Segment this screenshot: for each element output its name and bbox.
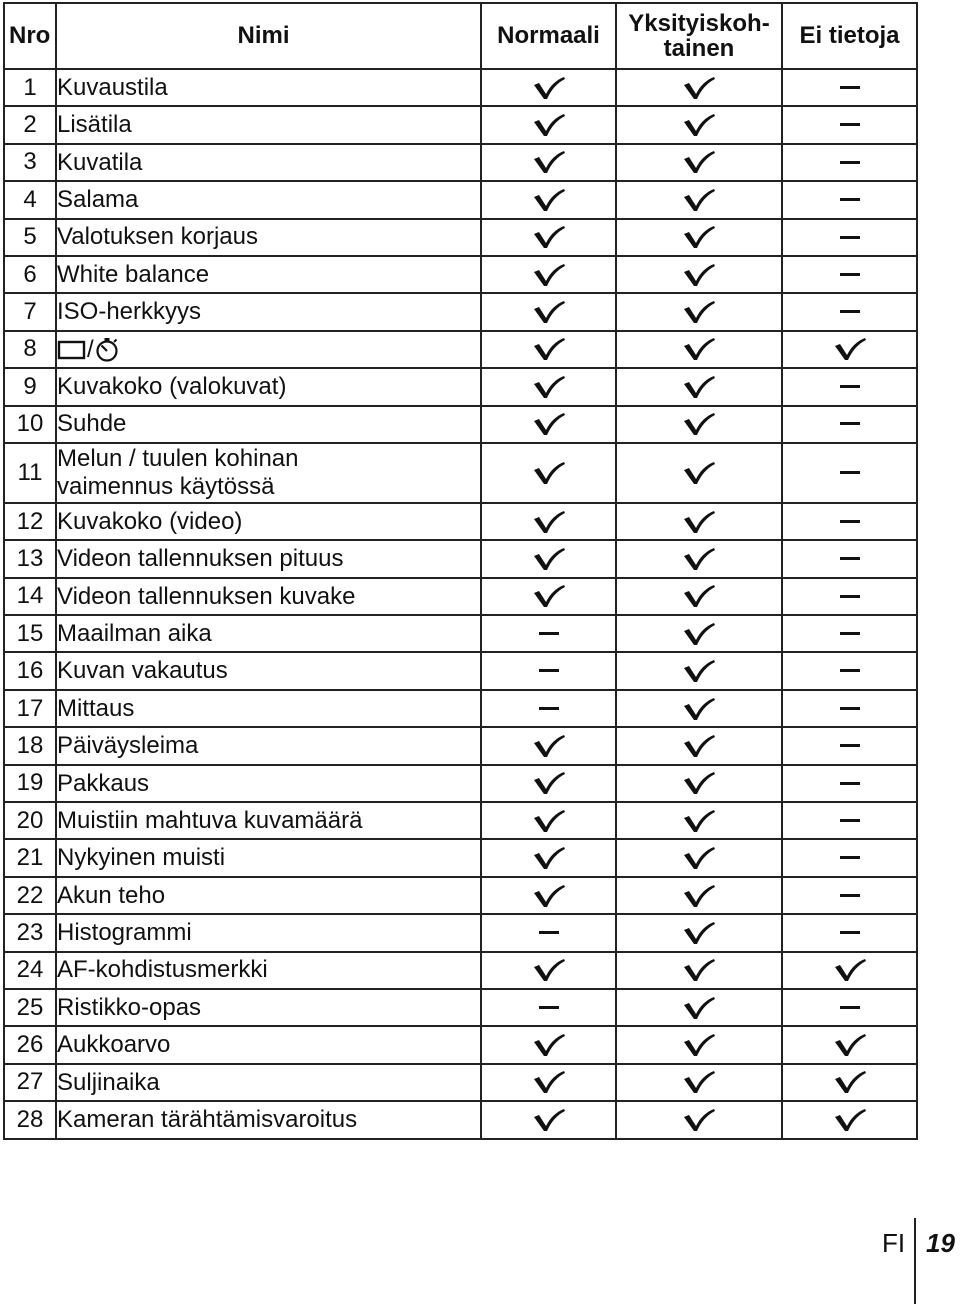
cell-detailed bbox=[616, 331, 782, 368]
footer-divider bbox=[914, 1218, 916, 1304]
row-name-label: Muistiin mahtuva kuvamäärä bbox=[57, 806, 363, 834]
dash-mark bbox=[840, 198, 860, 201]
table-row bbox=[4, 219, 917, 256]
cell-normal bbox=[481, 406, 616, 443]
table-row bbox=[4, 877, 917, 914]
row-name-label: Suhde bbox=[57, 410, 127, 438]
cell-detailed bbox=[616, 877, 782, 914]
dash-mark bbox=[840, 931, 860, 934]
cell-no-info bbox=[782, 690, 917, 727]
cell-detailed bbox=[616, 1101, 782, 1138]
table-row bbox=[4, 839, 917, 876]
cell-nro: 12 bbox=[4, 503, 56, 540]
check-mark-icon bbox=[833, 958, 867, 982]
cell-detailed bbox=[616, 293, 782, 330]
cell-no-info bbox=[782, 802, 917, 839]
cell-nro: 8 bbox=[4, 331, 56, 368]
table-row bbox=[4, 443, 917, 503]
cell-normal bbox=[481, 540, 616, 577]
cell-name bbox=[56, 256, 481, 293]
table-row bbox=[4, 690, 917, 727]
cell-name bbox=[56, 331, 481, 368]
check-mark-icon bbox=[532, 1033, 566, 1057]
table-row bbox=[4, 578, 917, 615]
cell-normal bbox=[481, 181, 616, 218]
cell-detailed bbox=[616, 1064, 782, 1101]
cell-no-info bbox=[782, 652, 917, 689]
cell-name bbox=[56, 1026, 481, 1063]
cell-detailed bbox=[616, 914, 782, 951]
check-mark-icon bbox=[532, 884, 566, 908]
check-mark-icon bbox=[532, 300, 566, 324]
table-row bbox=[4, 406, 917, 443]
check-mark-icon bbox=[682, 263, 716, 287]
dash-mark bbox=[840, 273, 860, 276]
cell-no-info bbox=[782, 1026, 917, 1063]
check-mark-icon bbox=[532, 547, 566, 571]
table-row bbox=[4, 181, 917, 218]
table-row bbox=[4, 652, 917, 689]
row-name-label: Maailman aika bbox=[57, 619, 212, 647]
check-mark-icon bbox=[833, 1033, 867, 1057]
cell-normal bbox=[481, 914, 616, 951]
cell-nro: 6 bbox=[4, 256, 56, 293]
check-mark-icon bbox=[532, 337, 566, 361]
table-row bbox=[4, 952, 917, 989]
row-name-label: Kameran tärähtämisvaroitus bbox=[57, 1106, 358, 1134]
cell-nro: 3 bbox=[4, 144, 56, 181]
cell-nro: 22 bbox=[4, 877, 56, 914]
check-mark-icon bbox=[682, 76, 716, 100]
check-mark-icon bbox=[682, 1033, 716, 1057]
check-mark-icon bbox=[532, 846, 566, 870]
cell-no-info bbox=[782, 727, 917, 764]
cell-detailed bbox=[616, 989, 782, 1026]
row-name-label: White balance bbox=[57, 260, 210, 288]
cell-name bbox=[56, 652, 481, 689]
dash-mark bbox=[539, 707, 559, 710]
check-mark-icon bbox=[532, 1070, 566, 1094]
cell-name bbox=[56, 540, 481, 577]
row-name-label: Kuvakoko (valokuvat) bbox=[57, 373, 287, 401]
cell-normal bbox=[481, 952, 616, 989]
check-mark-icon bbox=[682, 225, 716, 249]
cell-normal bbox=[481, 368, 616, 405]
cell-normal bbox=[481, 219, 616, 256]
cell-nro: 17 bbox=[4, 690, 56, 727]
check-mark-icon bbox=[532, 734, 566, 758]
row-name-label: Videon tallennuksen kuvake bbox=[57, 582, 356, 610]
table-row bbox=[4, 727, 917, 764]
cell-name bbox=[56, 877, 481, 914]
cell-no-info bbox=[782, 765, 917, 802]
table-row bbox=[4, 1026, 917, 1063]
dash-mark bbox=[539, 1006, 559, 1009]
row-name-label: Salama bbox=[57, 186, 139, 214]
cell-detailed bbox=[616, 368, 782, 405]
row-name-label: Kuvaustila bbox=[57, 73, 168, 101]
check-mark-icon bbox=[532, 150, 566, 174]
dash-mark bbox=[840, 782, 860, 785]
header-row bbox=[4, 3, 917, 69]
cell-detailed bbox=[616, 503, 782, 540]
cell-nro: 9 bbox=[4, 368, 56, 405]
cell-detailed bbox=[616, 690, 782, 727]
row-name-label: Päiväysleima bbox=[57, 732, 199, 760]
cell-name bbox=[56, 952, 481, 989]
cell-normal bbox=[481, 331, 616, 368]
dash-mark bbox=[840, 669, 860, 672]
row-name-label: AF-kohdistusmerkki bbox=[57, 956, 268, 984]
check-mark-icon bbox=[682, 113, 716, 137]
cell-name bbox=[56, 914, 481, 951]
dash-mark bbox=[840, 1006, 860, 1009]
dash-mark bbox=[840, 471, 860, 474]
table-row bbox=[4, 503, 917, 540]
cell-normal bbox=[481, 989, 616, 1026]
page-number: 19 bbox=[926, 1228, 955, 1258]
cell-nro: 21 bbox=[4, 839, 56, 876]
check-mark-icon bbox=[532, 1108, 566, 1132]
row-name-label: Mittaus bbox=[57, 694, 135, 722]
cell-nro: 5 bbox=[4, 219, 56, 256]
cell-normal bbox=[481, 615, 616, 652]
cell-name bbox=[56, 690, 481, 727]
check-mark-icon bbox=[682, 337, 716, 361]
check-mark-icon bbox=[532, 412, 566, 436]
cell-no-info bbox=[782, 1064, 917, 1101]
cell-detailed bbox=[616, 652, 782, 689]
cell-nro: 13 bbox=[4, 540, 56, 577]
cell-no-info bbox=[782, 1101, 917, 1138]
cell-normal bbox=[481, 727, 616, 764]
cell-no-info bbox=[782, 219, 917, 256]
cell-no-info bbox=[782, 615, 917, 652]
dash-mark bbox=[840, 520, 860, 523]
cell-name bbox=[56, 293, 481, 330]
row-name-label: Histogrammi bbox=[57, 919, 192, 947]
cell-normal bbox=[481, 503, 616, 540]
dash-mark bbox=[539, 632, 559, 635]
cell-no-info bbox=[782, 914, 917, 951]
cell-normal bbox=[481, 144, 616, 181]
dash-mark bbox=[840, 86, 860, 89]
cell-nro: 20 bbox=[4, 802, 56, 839]
row-name-label: Lisätila bbox=[57, 111, 132, 139]
row-name-label: Pakkaus bbox=[57, 769, 150, 797]
cell-name bbox=[56, 219, 481, 256]
dash-mark bbox=[840, 161, 860, 164]
dash-mark bbox=[840, 422, 860, 425]
cell-detailed bbox=[616, 839, 782, 876]
cell-no-info bbox=[782, 368, 917, 405]
cell-normal bbox=[481, 578, 616, 615]
cell-nro: 23 bbox=[4, 914, 56, 951]
cell-detailed bbox=[616, 69, 782, 106]
dash-mark bbox=[840, 894, 860, 897]
cell-name bbox=[56, 615, 481, 652]
cell-no-info bbox=[782, 989, 917, 1026]
cell-normal bbox=[481, 839, 616, 876]
check-mark-icon bbox=[682, 958, 716, 982]
cell-nro: 7 bbox=[4, 293, 56, 330]
row-name-label: Akun teho bbox=[57, 881, 166, 909]
check-mark-icon bbox=[682, 659, 716, 683]
cell-normal bbox=[481, 256, 616, 293]
check-mark-icon bbox=[532, 225, 566, 249]
cell-detailed bbox=[616, 106, 782, 143]
check-mark-icon bbox=[532, 76, 566, 100]
table-row bbox=[4, 293, 917, 330]
dash-mark bbox=[840, 557, 860, 560]
row-name-label: Melun / tuulen kohinan vaimennus käytössä bbox=[57, 445, 299, 500]
row-name-label: ISO-herkkyys bbox=[57, 298, 202, 326]
table-row bbox=[4, 69, 917, 106]
dash-mark bbox=[840, 310, 860, 313]
header-nro: Nro bbox=[4, 3, 56, 69]
check-mark-icon bbox=[532, 809, 566, 833]
check-mark-icon bbox=[682, 510, 716, 534]
check-mark-icon bbox=[682, 188, 716, 212]
cell-nro: 26 bbox=[4, 1026, 56, 1063]
cell-normal bbox=[481, 1101, 616, 1138]
cell-detailed bbox=[616, 406, 782, 443]
check-mark-icon bbox=[833, 1070, 867, 1094]
self-timer-icon bbox=[94, 337, 120, 363]
table-row bbox=[4, 802, 917, 839]
table-row bbox=[4, 765, 917, 802]
check-mark-icon bbox=[682, 809, 716, 833]
cell-no-info bbox=[782, 331, 917, 368]
cell-detailed bbox=[616, 802, 782, 839]
check-mark-icon bbox=[682, 1108, 716, 1132]
check-mark-icon bbox=[682, 461, 716, 485]
cell-name bbox=[56, 1101, 481, 1138]
check-mark-icon bbox=[682, 300, 716, 324]
cell-nro: 1 bbox=[4, 69, 56, 106]
check-mark-icon bbox=[682, 846, 716, 870]
cell-nro: 4 bbox=[4, 181, 56, 218]
cell-detailed bbox=[616, 256, 782, 293]
check-mark-icon bbox=[682, 375, 716, 399]
check-mark-icon bbox=[532, 263, 566, 287]
cell-no-info bbox=[782, 578, 917, 615]
row-name-label: Videon tallennuksen pituus bbox=[57, 545, 344, 573]
table-row bbox=[4, 1101, 917, 1138]
table-row bbox=[4, 106, 917, 143]
single-frame-icon bbox=[57, 339, 87, 361]
check-mark-icon bbox=[532, 771, 566, 795]
cell-nro: 25 bbox=[4, 989, 56, 1026]
cell-no-info bbox=[782, 877, 917, 914]
table-row bbox=[4, 1064, 917, 1101]
dash-mark bbox=[840, 744, 860, 747]
cell-no-info bbox=[782, 952, 917, 989]
cell-nro: 11 bbox=[4, 443, 56, 503]
cell-nro: 18 bbox=[4, 727, 56, 764]
cell-name bbox=[56, 503, 481, 540]
cell-no-info bbox=[782, 293, 917, 330]
cell-no-info bbox=[782, 503, 917, 540]
dash-mark bbox=[840, 385, 860, 388]
cell-no-info bbox=[782, 443, 917, 503]
row-name-label: Kuvakoko (video) bbox=[57, 507, 243, 535]
cell-normal bbox=[481, 765, 616, 802]
table-row bbox=[4, 368, 917, 405]
cell-name bbox=[56, 765, 481, 802]
cell-normal bbox=[481, 652, 616, 689]
dash-mark bbox=[840, 856, 860, 859]
cell-name bbox=[56, 106, 481, 143]
cell-detailed bbox=[616, 181, 782, 218]
check-mark-icon bbox=[682, 697, 716, 721]
dash-mark bbox=[539, 669, 559, 672]
row-name-label: Valotuksen korjaus bbox=[57, 223, 258, 251]
cell-detailed bbox=[616, 540, 782, 577]
cell-name bbox=[56, 802, 481, 839]
cell-nro: 2 bbox=[4, 106, 56, 143]
cell-detailed bbox=[616, 1026, 782, 1063]
table-row bbox=[4, 540, 917, 577]
cell-no-info bbox=[782, 144, 917, 181]
display-info-table bbox=[3, 2, 918, 1140]
cell-name bbox=[56, 727, 481, 764]
cell-nro: 15 bbox=[4, 615, 56, 652]
cell-name bbox=[56, 1064, 481, 1101]
cell-normal bbox=[481, 877, 616, 914]
cell-no-info bbox=[782, 69, 917, 106]
check-mark-icon bbox=[682, 996, 716, 1020]
cell-nro: 14 bbox=[4, 578, 56, 615]
table-row bbox=[4, 989, 917, 1026]
cell-name bbox=[56, 578, 481, 615]
row-name-label: Ristikko-opas bbox=[57, 993, 202, 1021]
cell-detailed bbox=[616, 727, 782, 764]
check-mark-icon bbox=[682, 771, 716, 795]
row-name-label: Aukkoarvo bbox=[57, 1031, 171, 1059]
language-code: FI bbox=[882, 1228, 906, 1258]
cell-normal bbox=[481, 802, 616, 839]
check-mark-icon bbox=[682, 921, 716, 945]
cell-nro: 16 bbox=[4, 652, 56, 689]
table-row bbox=[4, 144, 917, 181]
row-name-label: Kuvan vakautus bbox=[57, 657, 228, 685]
cell-detailed bbox=[616, 615, 782, 652]
check-mark-icon bbox=[532, 510, 566, 534]
table-row bbox=[4, 914, 917, 951]
check-mark-icon bbox=[833, 337, 867, 361]
header-name: Nimi bbox=[56, 3, 481, 69]
cell-name bbox=[56, 181, 481, 218]
check-mark-icon bbox=[682, 584, 716, 608]
header-detailed: Yksityiskoh- tainen bbox=[616, 3, 782, 69]
cell-nro: 27 bbox=[4, 1064, 56, 1101]
cell-no-info bbox=[782, 406, 917, 443]
dash-mark bbox=[840, 707, 860, 710]
dash-mark bbox=[539, 931, 559, 934]
cell-detailed bbox=[616, 952, 782, 989]
row-name-label: Suljinaika bbox=[57, 1068, 160, 1096]
dash-mark bbox=[840, 632, 860, 635]
cell-normal bbox=[481, 1064, 616, 1101]
table-row bbox=[4, 331, 917, 368]
dash-mark bbox=[840, 236, 860, 239]
cell-normal bbox=[481, 69, 616, 106]
cell-detailed bbox=[616, 765, 782, 802]
dash-mark bbox=[840, 123, 860, 126]
cell-detailed bbox=[616, 578, 782, 615]
check-mark-icon bbox=[682, 622, 716, 646]
cell-normal bbox=[481, 1026, 616, 1063]
cell-name bbox=[56, 69, 481, 106]
dash-mark bbox=[840, 595, 860, 598]
cell-detailed bbox=[616, 219, 782, 256]
table-row bbox=[4, 615, 917, 652]
check-mark-icon bbox=[532, 188, 566, 212]
cell-no-info bbox=[782, 256, 917, 293]
dash-mark bbox=[840, 819, 860, 822]
header-no-info: Ei tietoja bbox=[782, 3, 917, 69]
table-row bbox=[4, 256, 917, 293]
cell-normal bbox=[481, 106, 616, 143]
cell-name bbox=[56, 839, 481, 876]
check-mark-icon bbox=[682, 734, 716, 758]
cell-no-info bbox=[782, 106, 917, 143]
header-normal: Normaali bbox=[481, 3, 616, 69]
row-name-label: Kuvatila bbox=[57, 148, 143, 176]
cell-name bbox=[56, 989, 481, 1026]
check-mark-icon bbox=[532, 958, 566, 982]
cell-nro: 19 bbox=[4, 765, 56, 802]
cell-no-info bbox=[782, 839, 917, 876]
cell-nro: 10 bbox=[4, 406, 56, 443]
check-mark-icon bbox=[532, 113, 566, 137]
cell-name bbox=[56, 144, 481, 181]
cell-normal bbox=[481, 293, 616, 330]
cell-nro: 28 bbox=[4, 1101, 56, 1138]
check-mark-icon bbox=[532, 461, 566, 485]
check-mark-icon bbox=[682, 547, 716, 571]
cell-detailed bbox=[616, 144, 782, 181]
cell-name bbox=[56, 406, 481, 443]
check-mark-icon bbox=[682, 1070, 716, 1094]
check-mark-icon bbox=[833, 1108, 867, 1132]
check-mark-icon bbox=[532, 584, 566, 608]
check-mark-icon bbox=[682, 884, 716, 908]
cell-no-info bbox=[782, 181, 917, 218]
check-mark-icon bbox=[682, 150, 716, 174]
check-mark-icon bbox=[682, 412, 716, 436]
cell-no-info bbox=[782, 540, 917, 577]
cell-detailed bbox=[616, 443, 782, 503]
cell-name bbox=[56, 443, 481, 503]
cell-name bbox=[56, 368, 481, 405]
cell-normal bbox=[481, 690, 616, 727]
row-name-label: Nykyinen muisti bbox=[57, 844, 226, 872]
cell-nro: 24 bbox=[4, 952, 56, 989]
name-separator: / bbox=[87, 336, 94, 364]
cell-normal bbox=[481, 443, 616, 503]
check-mark-icon bbox=[532, 375, 566, 399]
